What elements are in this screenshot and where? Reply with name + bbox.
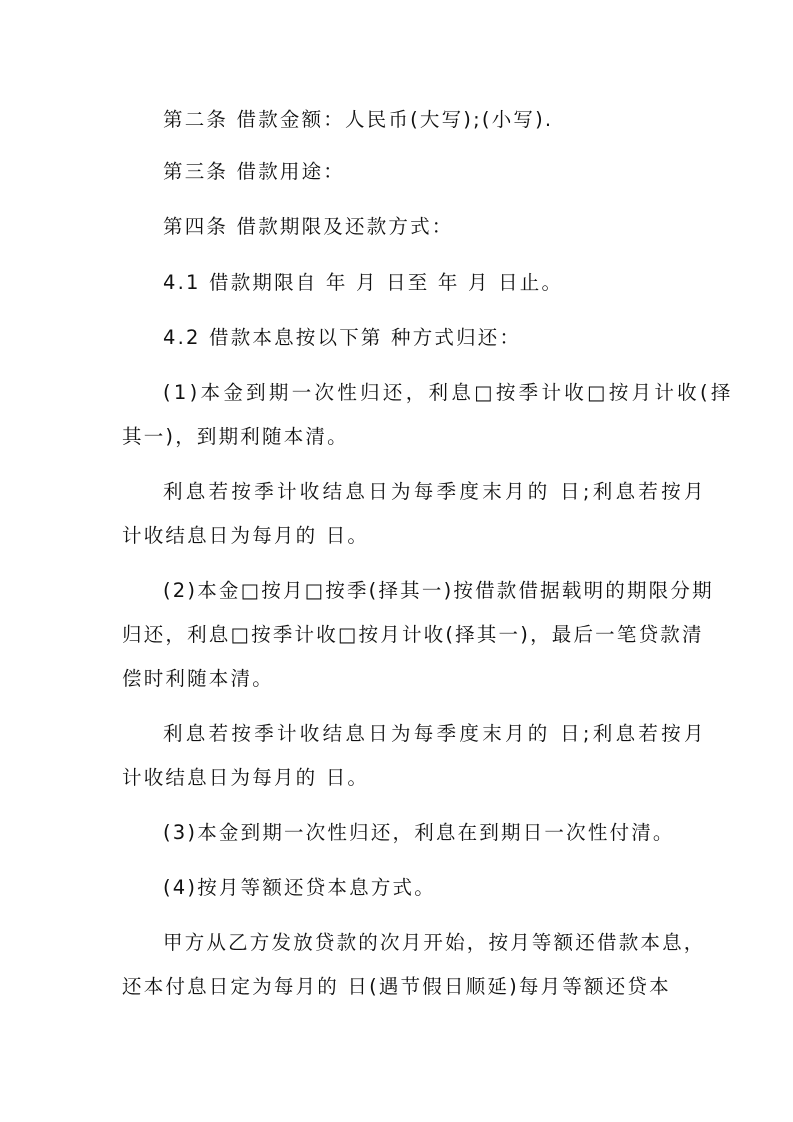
option-1-interest-date-cont: 计收结息日为每月的 日。	[122, 524, 370, 547]
option-3-text: (3)本金到期一次性归还，利息在到期日一次性付清。	[163, 821, 675, 844]
option-4-text: (4)按月等额还贷本息方式。	[163, 876, 436, 899]
article-2-loan-amount: 第二条 借款金额：人民币(大写);(小写).	[163, 108, 554, 131]
option-2-interest-date-cont: 计收结息日为每月的 日。	[122, 766, 370, 789]
clause-4-1-loan-term: 4.1 借款期限自 年 月 日至 年 月 日止。	[163, 271, 564, 294]
clause-4-2-repayment-method: 4.2 借款本息按以下第 种方式归还：	[163, 326, 522, 349]
option-2-text-cont: 归还，利息□按季计收□按月计收(择其一)，最后一笔贷款清	[122, 623, 704, 646]
option-1-interest-date: 利息若按季计收结息日为每季度末月的 日;利息若按月	[163, 480, 707, 503]
option-2-interest-date: 利息若按季计收结息日为每季度末月的 日;利息若按月	[163, 722, 707, 745]
article-3-loan-purpose: 第三条 借款用途：	[163, 160, 345, 183]
option-2-text-cont-2: 偿时利随本清。	[122, 667, 274, 690]
option-1-text: (1)本金到期一次性归还，利息□按季计收□按月计收(择	[163, 381, 734, 404]
option-2-text: (2)本金□按月□按季(择其一)按借款借据载明的期限分期	[163, 579, 714, 602]
option-1-text-cont: 其一)，到期利随本清。	[122, 425, 349, 448]
equal-installment-text: 甲方从乙方发放贷款的次月开始，按月等额还借款本息，	[163, 931, 706, 954]
article-4-term-and-repayment: 第四条 借款期限及还款方式：	[163, 215, 454, 238]
equal-installment-text-cont: 还本付息日定为每月的 日(遇节假日顺延)每月等额还贷本	[122, 975, 671, 998]
